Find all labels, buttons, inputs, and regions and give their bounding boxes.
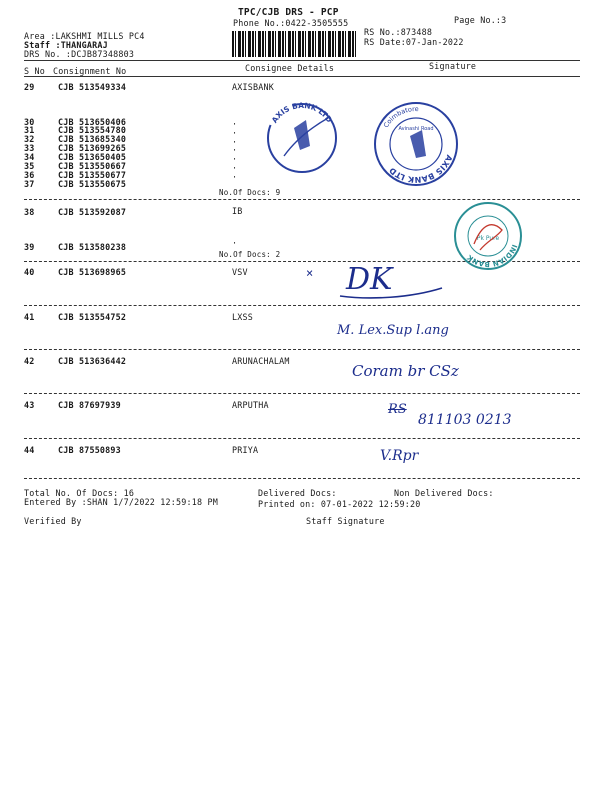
row-consignment: CJB 513550675	[58, 179, 127, 189]
svg-text:AXIS BANK LTD	[270, 101, 334, 125]
consignee-ib: IB	[232, 206, 243, 216]
staff-signature-label: Staff Signature	[306, 516, 385, 526]
page-number: Page No.:3	[454, 15, 507, 25]
row-consignment: CJB 513550667	[58, 161, 127, 171]
row-consignment: CJB 513636442	[58, 356, 127, 366]
entered-by: Entered By :SHAN 1/7/2022 12:59:18 PM	[24, 497, 218, 507]
col-header-signature: Signature	[429, 61, 477, 71]
row-sno: 38	[24, 207, 35, 217]
axis-bank-stamp-left	[262, 98, 342, 178]
area-label: Area :LAKSHMI MILLS PC4	[24, 31, 145, 41]
phone-number: Phone No.:0422-3505555	[233, 18, 349, 28]
row-sno: 30	[24, 117, 35, 127]
signature-43-initials: RS	[388, 402, 407, 417]
row-divider	[24, 393, 580, 394]
header-rule-top	[24, 60, 580, 61]
row-consignment: CJB 513699265	[58, 143, 127, 153]
row-sno: 44	[24, 445, 35, 455]
docs-count-ib: No.Of Docs: 2	[219, 250, 281, 259]
row-sno: 40	[24, 267, 35, 277]
rs-number: RS No.:873488	[364, 27, 433, 37]
consignee-axisbank: AXISBANK	[232, 82, 274, 92]
barcode	[232, 31, 357, 57]
row-sno: 41	[24, 312, 35, 322]
consignee-priya: PRIYA	[232, 445, 259, 455]
stamp-ring-text: AXIS BANK LTD	[269, 100, 334, 125]
row-sno: 37	[24, 179, 35, 189]
row-consignment: CJB 513650405	[58, 152, 127, 162]
stamp-bottom-text: Coimbatore	[381, 104, 419, 130]
header-rule-bottom	[24, 76, 580, 77]
row-divider	[24, 438, 580, 439]
row-divider	[24, 305, 580, 306]
row-consignment: CJB 87550893	[58, 445, 121, 455]
document-title: TPC/CJB DRS - PCP	[238, 7, 339, 18]
verified-by: Verified By	[24, 516, 82, 526]
consignee-dot: ·	[232, 238, 238, 248]
col-header-consignee: Consignee Details	[245, 63, 335, 73]
row-consignment: CJB 513580238	[58, 242, 127, 252]
col-header-consignment: Consignment No	[53, 66, 127, 76]
row-consignment: CJB 513554780	[58, 125, 127, 135]
consignee-arunachalam: ARUNACHALAM	[232, 356, 290, 366]
indian-bank-stamp	[452, 200, 524, 272]
signature-42: Coram br CSz	[352, 362, 459, 380]
row-sno: 43	[24, 400, 35, 410]
docs-count-axis: No.Of Docs: 9	[219, 188, 281, 197]
row-consignment: CJB 513550677	[58, 170, 127, 180]
row-sno: 35	[24, 161, 35, 171]
signature-40: DK	[346, 262, 393, 297]
signature-41: M. Lex.Sup l.ang	[337, 323, 449, 338]
row-consignment: CJB 513592087	[58, 207, 127, 217]
row-sno: 32	[24, 134, 35, 144]
stamp-ring-text: AXIS BANK LTD	[387, 153, 454, 185]
row-sno: 39	[24, 242, 35, 252]
row-sno: 31	[24, 125, 35, 135]
staff-label: Staff :THANGARAJ	[24, 40, 108, 50]
row-consignment: CJB 513650406	[58, 117, 127, 127]
row-sno: 36	[24, 170, 35, 180]
row-consignment: CJB 513685340	[58, 134, 127, 144]
stamp-inner-text: Avinashi Road	[398, 126, 434, 132]
axis-bank-stamp-right	[372, 100, 460, 188]
row-consignment: CJB 513549334	[58, 82, 127, 92]
delivered-docs: Delivered Docs:	[258, 488, 337, 498]
non-delivered-docs: Non Delivered Docs:	[394, 488, 494, 498]
consignee-lxss: LXSS	[232, 312, 253, 322]
printed-on: Printed on: 07-01-2022 12:59:20	[258, 499, 421, 509]
drs-number: DRS No. :DCJB87348803	[24, 49, 135, 59]
row-sno: 29	[24, 82, 35, 92]
signature-44: V.Rpr	[380, 448, 419, 464]
row-divider	[24, 349, 580, 350]
stamp-ring-text: INDIAN BANK	[465, 243, 519, 269]
consignee-vsv: VSV	[232, 267, 248, 277]
signature-43-number: 811103 0213	[418, 412, 512, 428]
row-consignment: CJB 513698965	[58, 267, 127, 277]
stamp-inner-text: Pk Pure	[476, 235, 500, 242]
tick-mark: ×	[306, 266, 314, 280]
total-docs: Total No. Of Docs: 16	[24, 488, 135, 498]
consignee-dots: · · · · · · ·	[232, 119, 238, 182]
col-header-sno: S No	[24, 66, 45, 76]
row-sno: 34	[24, 152, 35, 162]
row-consignment: CJB 513554752	[58, 312, 127, 322]
consignee-arputha: ARPUTHA	[232, 400, 269, 410]
row-divider	[24, 478, 580, 479]
signature-40-stroke	[330, 268, 450, 308]
rs-date: RS Date:07-Jan-2022	[364, 37, 464, 47]
row-consignment: CJB 87697939	[58, 400, 121, 410]
row-sno: 42	[24, 356, 35, 366]
row-sno: 33	[24, 143, 35, 153]
